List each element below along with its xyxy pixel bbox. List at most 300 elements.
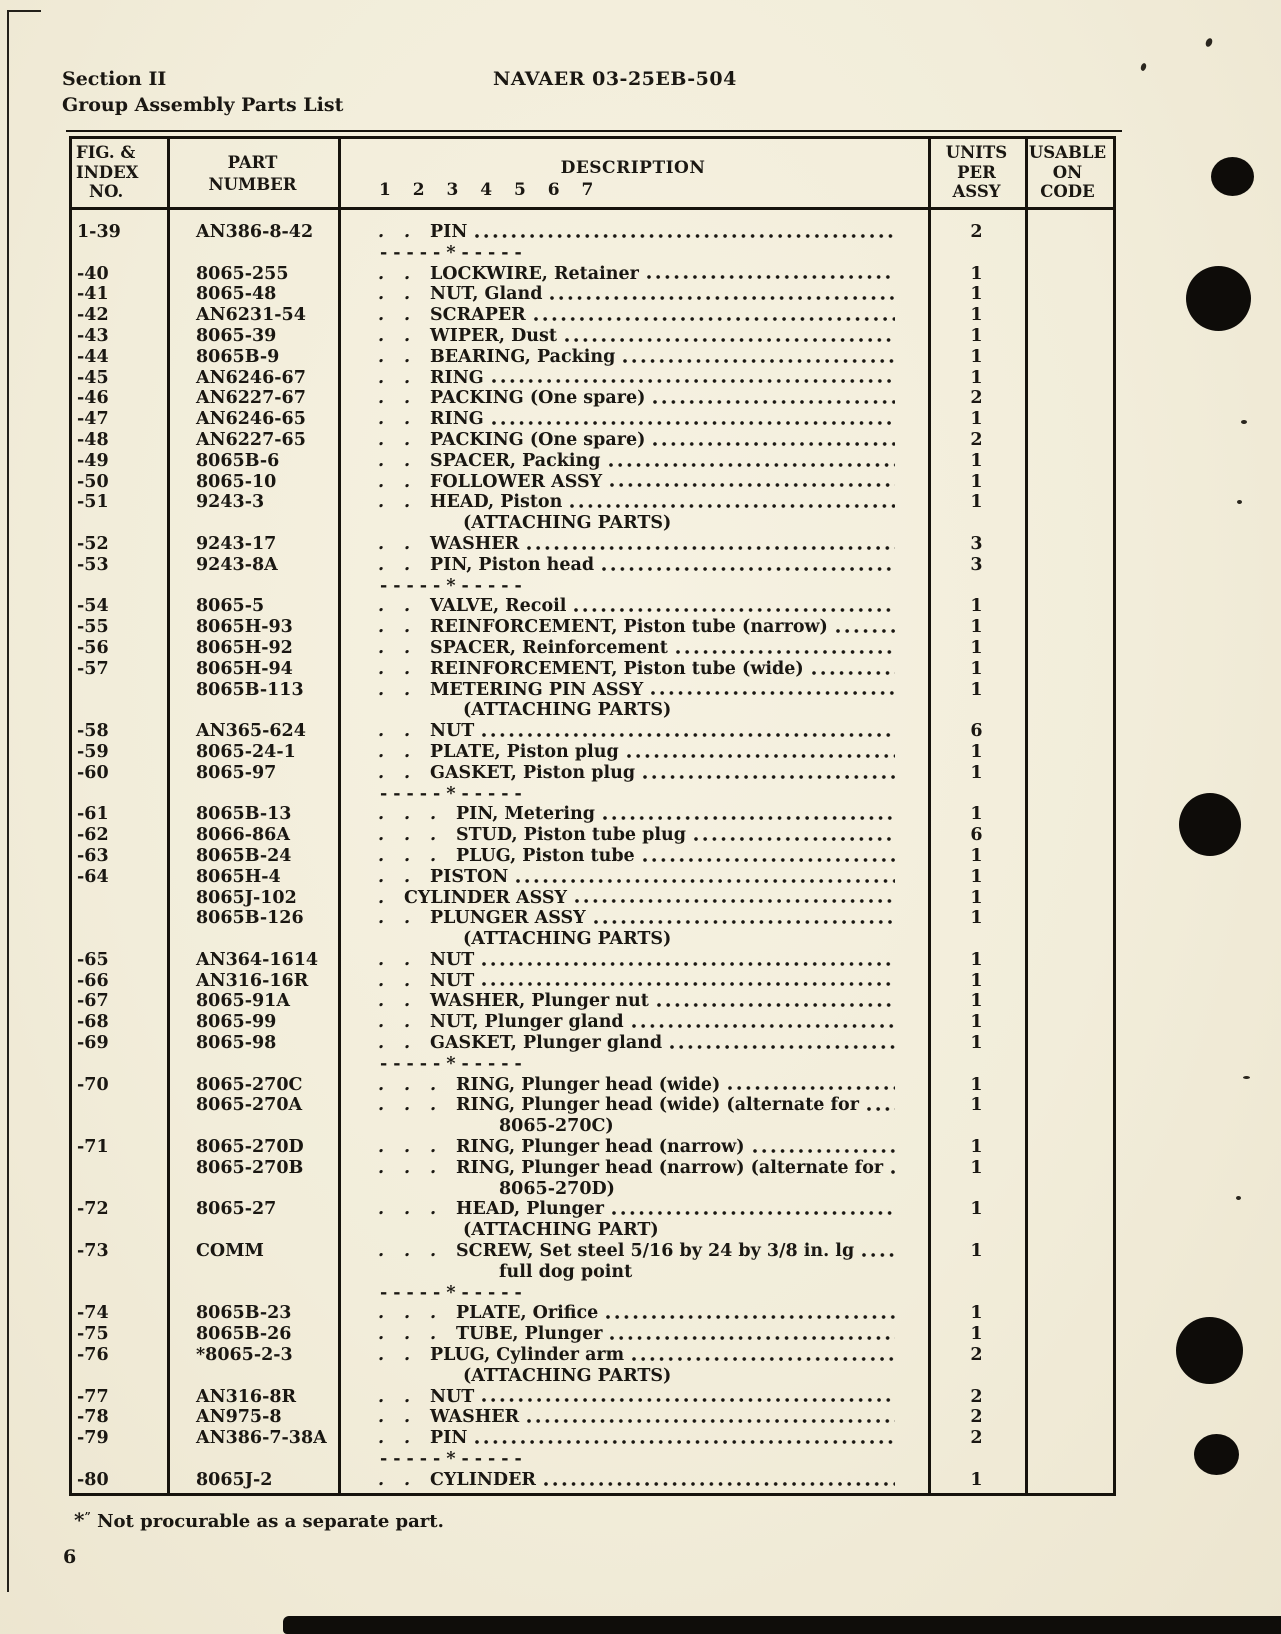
description-text: TUBE, Plunger xyxy=(456,1324,603,1345)
cell-index: -80 xyxy=(77,1469,109,1490)
dot-leader xyxy=(610,472,895,493)
description-text: PLATE, Piston plug xyxy=(430,741,619,762)
column-divider xyxy=(167,139,170,1493)
indent-dots xyxy=(378,617,430,638)
cell-units: 1 xyxy=(970,409,983,430)
indent-dot: . xyxy=(430,845,437,866)
indent-dots xyxy=(378,1303,456,1324)
header-indent-scale: 1 2 3 4 5 6 7 xyxy=(379,180,597,200)
cell-usable-code xyxy=(1025,305,1113,326)
cell-description xyxy=(338,1158,928,1179)
indent-dots xyxy=(378,451,430,472)
cell-usable-code xyxy=(1025,409,1113,430)
indent-dots xyxy=(378,472,430,493)
indent-dot: . xyxy=(404,1033,411,1054)
cell-units: 2 xyxy=(970,429,983,450)
table-row-separator xyxy=(72,1449,1113,1470)
table-header xyxy=(72,139,1113,210)
indent-dots xyxy=(378,638,430,659)
dot-leader xyxy=(527,534,895,555)
description-text: HEAD, Piston xyxy=(430,492,563,513)
table-row xyxy=(72,1470,1113,1491)
description-text: PLUG, Piston tube xyxy=(456,845,635,866)
indent-dots xyxy=(378,264,430,285)
cell-part-number: AN6246-67 xyxy=(196,367,306,388)
description-text: STUD, Piston tube plug xyxy=(456,825,687,846)
dot-leader xyxy=(643,763,895,784)
cell-part-number: AN316-8R xyxy=(196,1386,297,1407)
cell-description xyxy=(338,534,928,555)
table-row xyxy=(72,971,1113,992)
dot-leader xyxy=(603,804,895,825)
cell-index: -41 xyxy=(77,284,109,305)
cell-units: 2 xyxy=(970,388,983,409)
description-text: RING, Plunger head (narrow) xyxy=(456,1137,745,1158)
indent-dot: . xyxy=(378,679,385,700)
scan-speck xyxy=(1243,1076,1250,1079)
cell-usable-code xyxy=(1025,867,1113,888)
indent-dot: . xyxy=(378,762,385,783)
cell-index: -68 xyxy=(77,1012,109,1033)
dot-leader xyxy=(609,451,895,472)
cell-units: 1 xyxy=(970,346,983,367)
description-text: REINFORCEMENT, Piston tube (wide) xyxy=(430,658,804,679)
indent-dot: . xyxy=(404,596,411,617)
cell-usable-code xyxy=(1025,534,1113,555)
dot-leader xyxy=(475,1428,895,1449)
indent-dot: . xyxy=(404,866,411,887)
table-row xyxy=(72,305,1113,326)
cell-units: 1 xyxy=(970,492,983,513)
description-text: PIN xyxy=(430,1428,468,1449)
description-text: LOCKWIRE, Retainer xyxy=(430,263,639,284)
cell-part-number: AN316-16R xyxy=(196,970,309,991)
indent-dot: . xyxy=(378,596,385,617)
indent-dot: . xyxy=(378,970,385,991)
description-text: SCREW, Set steel 5/16 by 24 by 3/8 in. lg xyxy=(456,1241,855,1262)
cell-description xyxy=(338,617,928,638)
dot-leader xyxy=(606,1303,895,1324)
cell-description xyxy=(338,804,928,825)
cell-units: 1 xyxy=(970,1469,983,1490)
cell-index: -49 xyxy=(77,450,109,471)
cell-units: 1 xyxy=(970,949,983,970)
description-text: PLUG, Cylinder arm xyxy=(430,1345,625,1366)
indent-dots xyxy=(378,1324,456,1345)
table-row xyxy=(72,596,1113,617)
page-number: 6 xyxy=(63,1546,77,1568)
punch-hole-dot-1 xyxy=(1211,157,1254,196)
cell-part-number: AN6227-67 xyxy=(196,388,306,409)
indent-dot: . xyxy=(378,346,385,367)
cell-units: 6 xyxy=(970,721,983,742)
table-row xyxy=(72,472,1113,493)
dot-leader xyxy=(651,680,895,701)
cell-units: 1 xyxy=(970,367,983,388)
parts-table xyxy=(69,136,1116,1496)
cell-index: -40 xyxy=(77,263,109,284)
indent-dot: . xyxy=(404,1324,411,1345)
indent-dot: . xyxy=(378,1324,385,1345)
indent-dots xyxy=(378,763,430,784)
table-row-separator xyxy=(72,784,1113,805)
cell-units: 2 xyxy=(970,1386,983,1407)
dot-leader xyxy=(475,222,895,243)
cell-index: -51 xyxy=(77,492,109,513)
indent-dot: . xyxy=(404,721,411,742)
table-row xyxy=(72,763,1113,784)
dot-leader xyxy=(602,555,895,576)
table-row-note xyxy=(72,513,1113,534)
cell-usable-code xyxy=(1025,721,1113,742)
section-title: Section II xyxy=(62,68,167,90)
indent-dot: . xyxy=(378,1386,385,1407)
cell-description xyxy=(338,1303,928,1324)
cell-index: -61 xyxy=(77,804,109,825)
cell-part-number: 8065-98 xyxy=(196,1033,277,1054)
cell-part-number: 8065B-6 xyxy=(196,450,280,471)
table-row xyxy=(72,742,1113,763)
cell-part-number: AN386-8-42 xyxy=(196,222,314,242)
indent-dot: . xyxy=(430,1074,437,1095)
indent-dot: . xyxy=(404,346,411,367)
section-subtitle: Group Assembly Parts List xyxy=(62,94,344,116)
footnote-star: * xyxy=(74,1508,85,1532)
cell-index xyxy=(72,888,167,909)
indent-dot: . xyxy=(378,450,385,471)
description-text: REINFORCEMENT, Piston tube (narrow) xyxy=(430,617,828,638)
cell-usable-code xyxy=(1025,888,1113,909)
continuation-text: full dog point xyxy=(499,1261,633,1282)
table-row xyxy=(72,388,1113,409)
dot-leader xyxy=(550,284,895,305)
description-text: HEAD, Plunger xyxy=(456,1199,605,1220)
separator-text: -----*----- xyxy=(380,1449,528,1470)
indent-dots xyxy=(378,1075,456,1096)
cell-part-number: 8066-86A xyxy=(196,825,290,846)
description-text: RING, Plunger head (wide) (alternate for xyxy=(456,1095,859,1116)
description-text: RING, Plunger head (wide) xyxy=(456,1074,721,1095)
cell-index: -69 xyxy=(77,1033,109,1054)
cell-part-number: AN365-624 xyxy=(196,721,306,742)
cell-units: 1 xyxy=(970,1157,983,1178)
cell-description xyxy=(338,1470,928,1491)
indent-dot: . xyxy=(378,409,385,430)
cell-units: 1 xyxy=(970,1095,983,1116)
description-text: PIN, Piston head xyxy=(430,554,595,575)
table-row xyxy=(72,617,1113,638)
indent-dot: . xyxy=(378,887,385,908)
cell-usable-code xyxy=(1025,1095,1113,1116)
indent-dots xyxy=(378,430,430,451)
indent-dot: . xyxy=(378,1157,385,1178)
dot-leader xyxy=(610,1324,895,1345)
cell-part-number: 8065B-23 xyxy=(196,1303,292,1324)
continuation-text: 8065-270D) xyxy=(499,1178,615,1199)
indent-dots xyxy=(378,888,404,909)
description-text: NUT xyxy=(430,1386,475,1407)
indent-dot: . xyxy=(404,949,411,970)
dot-leader xyxy=(612,1199,895,1220)
cell-description xyxy=(338,763,928,784)
indent-dot: . xyxy=(378,658,385,679)
indent-dots xyxy=(378,971,430,992)
cell-part-number: 8065-99 xyxy=(196,1012,277,1033)
indent-dot: . xyxy=(378,1469,385,1490)
cell-units: 1 xyxy=(970,1033,983,1054)
table-row xyxy=(72,492,1113,513)
table-row xyxy=(72,430,1113,451)
cell-usable-code xyxy=(1025,1199,1113,1220)
cell-usable-code xyxy=(1025,451,1113,472)
cell-usable-code xyxy=(1025,388,1113,409)
table-row xyxy=(72,888,1113,909)
cell-part-number: 8065B-113 xyxy=(196,679,304,700)
cell-index: -48 xyxy=(77,429,109,450)
indent-dots xyxy=(378,492,430,513)
cell-part-number: 8065-270B xyxy=(196,1157,304,1178)
description-text: PIN, Metering xyxy=(456,804,595,825)
indent-dots xyxy=(378,1241,456,1262)
dot-leader xyxy=(653,388,895,409)
cell-description xyxy=(338,888,928,909)
indent-dot: . xyxy=(404,908,411,929)
cell-units: 6 xyxy=(970,825,983,846)
dot-leader xyxy=(694,825,895,846)
cell-index: 1-39 xyxy=(77,222,121,242)
header-part-number: PART NUMBER xyxy=(208,153,297,194)
cell-part-number: 8065B-13 xyxy=(196,804,292,825)
cell-index: -62 xyxy=(77,825,109,846)
indent-dot: . xyxy=(430,1324,437,1345)
cell-index: -53 xyxy=(77,554,109,575)
cell-units: 1 xyxy=(970,762,983,783)
table-row-separator xyxy=(72,1283,1113,1304)
punch-hole-dot-3 xyxy=(1179,793,1241,856)
cell-units: 1 xyxy=(970,1303,983,1324)
cell-usable-code xyxy=(1025,264,1113,285)
indent-dot: . xyxy=(378,617,385,638)
top-left-corner-tick xyxy=(7,10,41,12)
description-text: METERING PIN ASSY xyxy=(430,679,644,700)
cell-index: -60 xyxy=(77,762,109,783)
description-text: NUT, Gland xyxy=(430,284,543,305)
cell-index: -52 xyxy=(77,533,109,554)
cell-usable-code xyxy=(1025,1012,1113,1033)
continuation-text: 8065-270C) xyxy=(499,1116,614,1137)
cell-description xyxy=(338,1407,928,1428)
indent-dots xyxy=(378,388,430,409)
dot-leader xyxy=(565,326,895,347)
indent-dot: . xyxy=(430,1095,437,1116)
cell-description xyxy=(338,867,928,888)
table-row xyxy=(72,638,1113,659)
table-row xyxy=(72,908,1113,929)
indent-dot: . xyxy=(378,1012,385,1033)
table-row-note xyxy=(72,1366,1113,1387)
table-row xyxy=(72,1158,1113,1179)
indent-dot: . xyxy=(430,825,437,846)
cell-description xyxy=(338,388,928,409)
cell-index: -76 xyxy=(77,1345,109,1366)
description-text: PISTON xyxy=(430,866,509,887)
description-text: RING, Plunger head (narrow) (alternate for xyxy=(456,1157,884,1178)
dot-leader xyxy=(728,1075,895,1096)
cell-description xyxy=(338,659,928,680)
cell-part-number: 8065-270D xyxy=(196,1137,304,1158)
cell-usable-code xyxy=(1025,1303,1113,1324)
cell-usable-code xyxy=(1025,804,1113,825)
cell-index: -70 xyxy=(77,1074,109,1095)
indent-dot: . xyxy=(404,845,411,866)
cell-index: -45 xyxy=(77,367,109,388)
cell-index: -59 xyxy=(77,741,109,762)
indent-dot: . xyxy=(404,617,411,638)
dot-leader xyxy=(570,492,895,513)
table-row-separator xyxy=(72,576,1113,597)
cell-index: -50 xyxy=(77,471,109,492)
dot-leader xyxy=(482,1387,895,1408)
table-row xyxy=(72,721,1113,742)
description-text: PLUNGER ASSY xyxy=(430,908,586,929)
cell-index: -47 xyxy=(77,409,109,430)
table-row xyxy=(72,1241,1113,1262)
cell-units: 1 xyxy=(970,450,983,471)
table-row xyxy=(72,555,1113,576)
dot-leader xyxy=(862,1241,895,1262)
cell-description xyxy=(338,596,928,617)
cell-usable-code xyxy=(1025,617,1113,638)
table-row-note xyxy=(72,1220,1113,1241)
indent-dot: . xyxy=(404,1407,411,1428)
cell-part-number: 8065H-94 xyxy=(196,658,293,679)
indent-dot: . xyxy=(404,1137,411,1158)
table-row-continuation xyxy=(72,1179,1113,1200)
indent-dot: . xyxy=(378,325,385,346)
cell-usable-code xyxy=(1025,1345,1113,1366)
cell-usable-code xyxy=(1025,680,1113,701)
dot-leader xyxy=(836,617,895,638)
indent-dot: . xyxy=(378,825,385,846)
cell-units: 2 xyxy=(970,222,983,242)
indent-dot: . xyxy=(404,554,411,575)
indent-dot: . xyxy=(404,367,411,388)
indent-dot: . xyxy=(378,388,385,409)
indent-dot: . xyxy=(430,1303,437,1324)
cell-part-number: 8065B-126 xyxy=(196,908,304,929)
indent-dot: . xyxy=(378,1407,385,1428)
table-row xyxy=(72,409,1113,430)
cell-index: -58 xyxy=(77,721,109,742)
indent-dot: . xyxy=(404,388,411,409)
cell-part-number: 8065-270C xyxy=(196,1074,303,1095)
indent-dot: . xyxy=(404,1199,411,1220)
indent-dot: . xyxy=(430,1157,437,1178)
cell-part-number: 8065-5 xyxy=(196,596,265,617)
description-text: WASHER, Plunger nut xyxy=(430,991,649,1012)
dot-leader xyxy=(534,305,895,326)
footnote-tick: ” xyxy=(84,1510,91,1523)
punch-hole-dot-5 xyxy=(1194,1434,1239,1475)
section-header xyxy=(62,66,343,118)
separator-text: -----*----- xyxy=(380,783,528,804)
indent-dots xyxy=(378,991,430,1012)
indent-dots xyxy=(378,1407,430,1428)
cell-usable-code xyxy=(1025,472,1113,493)
indent-dot: . xyxy=(404,1386,411,1407)
table-row xyxy=(72,1199,1113,1220)
cell-part-number: 8065J-102 xyxy=(196,887,297,908)
cell-description xyxy=(338,409,928,430)
cell-usable-code xyxy=(1025,1387,1113,1408)
cell-part-number: 8065-97 xyxy=(196,762,277,783)
cell-part-number: COMM xyxy=(196,1241,264,1262)
cell-description xyxy=(338,1387,928,1408)
indent-dot: . xyxy=(430,1241,437,1262)
indent-dots xyxy=(378,908,430,929)
indent-dot: . xyxy=(378,1428,385,1449)
scan-speck xyxy=(1237,500,1242,504)
header-fig-index: FIG. & INDEX NO. xyxy=(76,143,139,201)
table-row-note xyxy=(72,929,1113,950)
dot-leader xyxy=(632,1345,895,1366)
indent-dots xyxy=(378,1095,456,1116)
dot-leader xyxy=(653,430,895,451)
punch-hole-dot-4 xyxy=(1176,1317,1243,1384)
cell-usable-code xyxy=(1025,596,1113,617)
description-text: BEARING, Packing xyxy=(430,346,616,367)
indent-dot: . xyxy=(378,1241,385,1262)
indent-dots xyxy=(378,1137,456,1158)
indent-dots xyxy=(378,305,430,326)
cell-usable-code xyxy=(1025,846,1113,867)
indent-dots xyxy=(378,721,430,742)
cell-usable-code xyxy=(1025,1075,1113,1096)
cell-description xyxy=(338,1012,928,1033)
cell-part-number: AN386-7-38A xyxy=(196,1428,327,1449)
table-row-note xyxy=(72,700,1113,721)
cell-units: 1 xyxy=(970,617,983,638)
description-text: WASHER xyxy=(430,1407,520,1428)
dot-leader xyxy=(575,888,895,909)
cell-part-number: 8065-255 xyxy=(196,263,289,284)
cell-part-number: AN364-1614 xyxy=(196,949,319,970)
cell-units: 1 xyxy=(970,471,983,492)
cell-index: -46 xyxy=(77,388,109,409)
description-text: FOLLOWER ASSY xyxy=(430,471,603,492)
indent-dot: . xyxy=(404,305,411,326)
description-text: PACKING (One spare) xyxy=(430,429,646,450)
indent-dots xyxy=(378,1158,456,1179)
indent-dots xyxy=(378,804,456,825)
cell-part-number: AN975-8 xyxy=(196,1407,282,1428)
cell-part-number: 8065-27 xyxy=(196,1199,277,1220)
cell-index: -56 xyxy=(77,637,109,658)
cell-description xyxy=(338,680,928,701)
table-body xyxy=(72,210,1113,1493)
dot-leader xyxy=(623,347,895,368)
indent-dot: . xyxy=(378,1095,385,1116)
table-row xyxy=(72,991,1113,1012)
cell-units: 1 xyxy=(970,741,983,762)
cell-index xyxy=(72,680,167,701)
cell-usable-code xyxy=(1025,430,1113,451)
note-text: (ATTACHING PARTS) xyxy=(463,1365,672,1386)
table-row xyxy=(72,659,1113,680)
indent-dots xyxy=(378,596,430,617)
cell-part-number: 8065B-24 xyxy=(196,845,292,866)
cell-units: 1 xyxy=(970,1199,983,1220)
